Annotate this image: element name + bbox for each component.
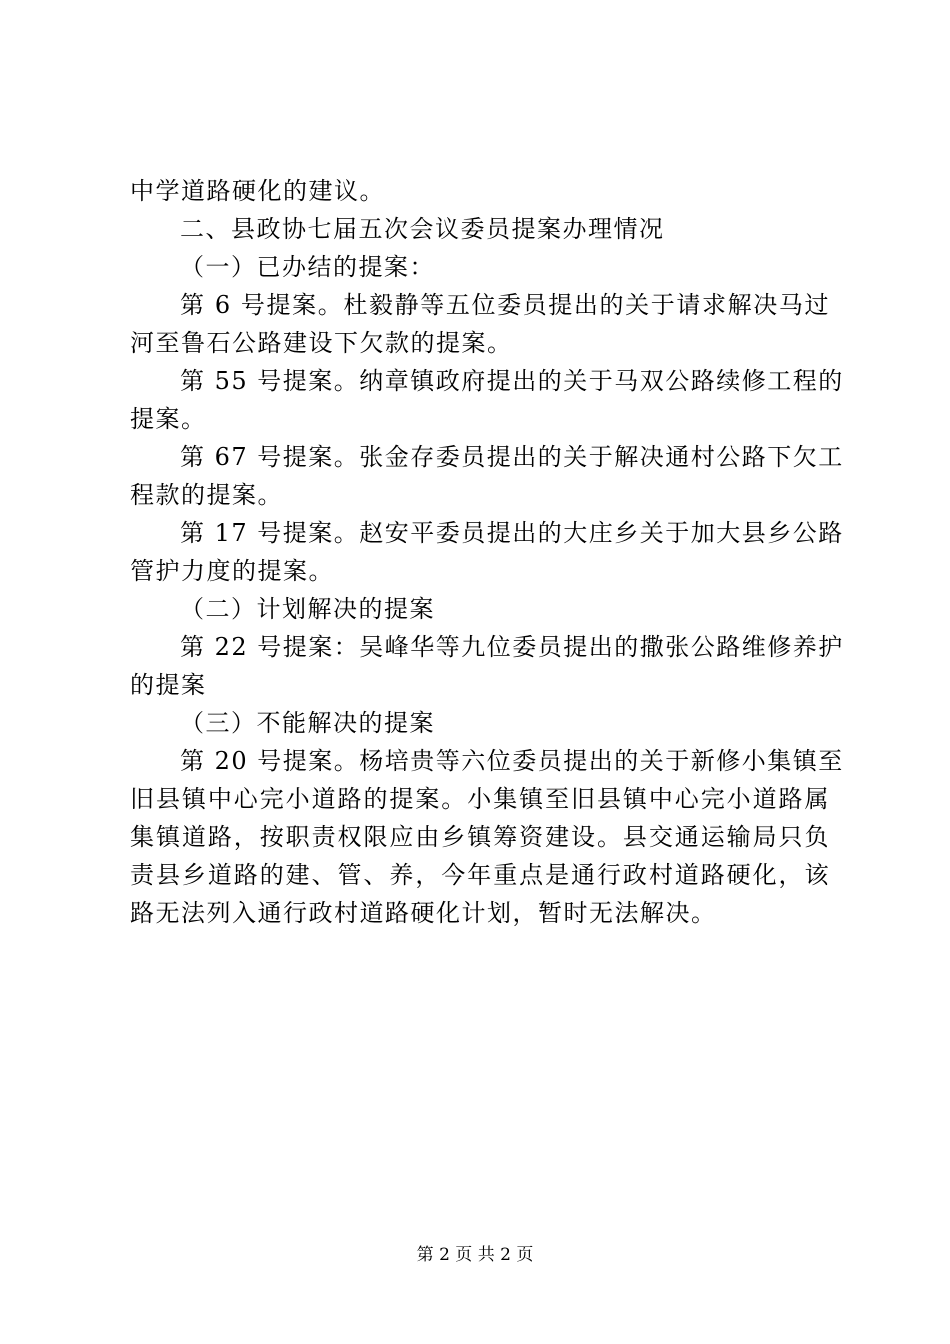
text-line: 第 20 号提案。杨培贵等六位委员提出的关于新修小集镇至 [180, 747, 844, 775]
text-line: 第 67 号提案。张金存委员提出的关于解决通村公路下欠工 [180, 443, 844, 471]
page-footer: 第 2 页 共 2 页 [416, 1245, 534, 1265]
text-line: 第 6 号提案。杜毅静等五位委员提出的关于请求解决马过 [180, 291, 830, 319]
text-line: 第 55 号提案。纳章镇政府提出的关于马双公路续修工程的 [180, 367, 844, 395]
text-line: 集镇道路，按职责权限应由乡镇筹资建设。县交通运输局只负 [130, 823, 830, 851]
text-line: 中学道路硬化的建议。 [130, 177, 385, 205]
section-heading: 二、县政协七届五次会议委员提案办理情况 [180, 215, 665, 243]
text-line: 第 17 号提案。赵安平委员提出的大庄乡关于加大县乡公路 [180, 519, 844, 547]
text-line: 的提案 [130, 671, 207, 699]
subsection-heading: （二）计划解决的提案 [180, 595, 435, 623]
text-line: 第 22 号提案：吴峰华等九位委员提出的撒张公路维修养护 [180, 633, 844, 661]
subsection-heading: （三）不能解决的提案 [180, 709, 435, 737]
text-line: 路无法列入通行政村道路硬化计划，暂时无法解决。 [130, 899, 717, 927]
text-line: 管护力度的提案。 [130, 557, 334, 585]
text-line: 提案。 [130, 405, 207, 433]
text-line: 程款的提案。 [130, 481, 283, 509]
text-line: 河至鲁石公路建设下欠款的提案。 [130, 329, 513, 357]
subsection-heading: （一）已办结的提案： [180, 253, 435, 281]
text-line: 责县乡道路的建、管、养，今年重点是通行政村道路硬化，该 [130, 861, 830, 889]
text-line: 旧县镇中心完小道路的提案。小集镇至旧县镇中心完小道路属 [130, 785, 830, 813]
document-body [130, 172, 844, 932]
